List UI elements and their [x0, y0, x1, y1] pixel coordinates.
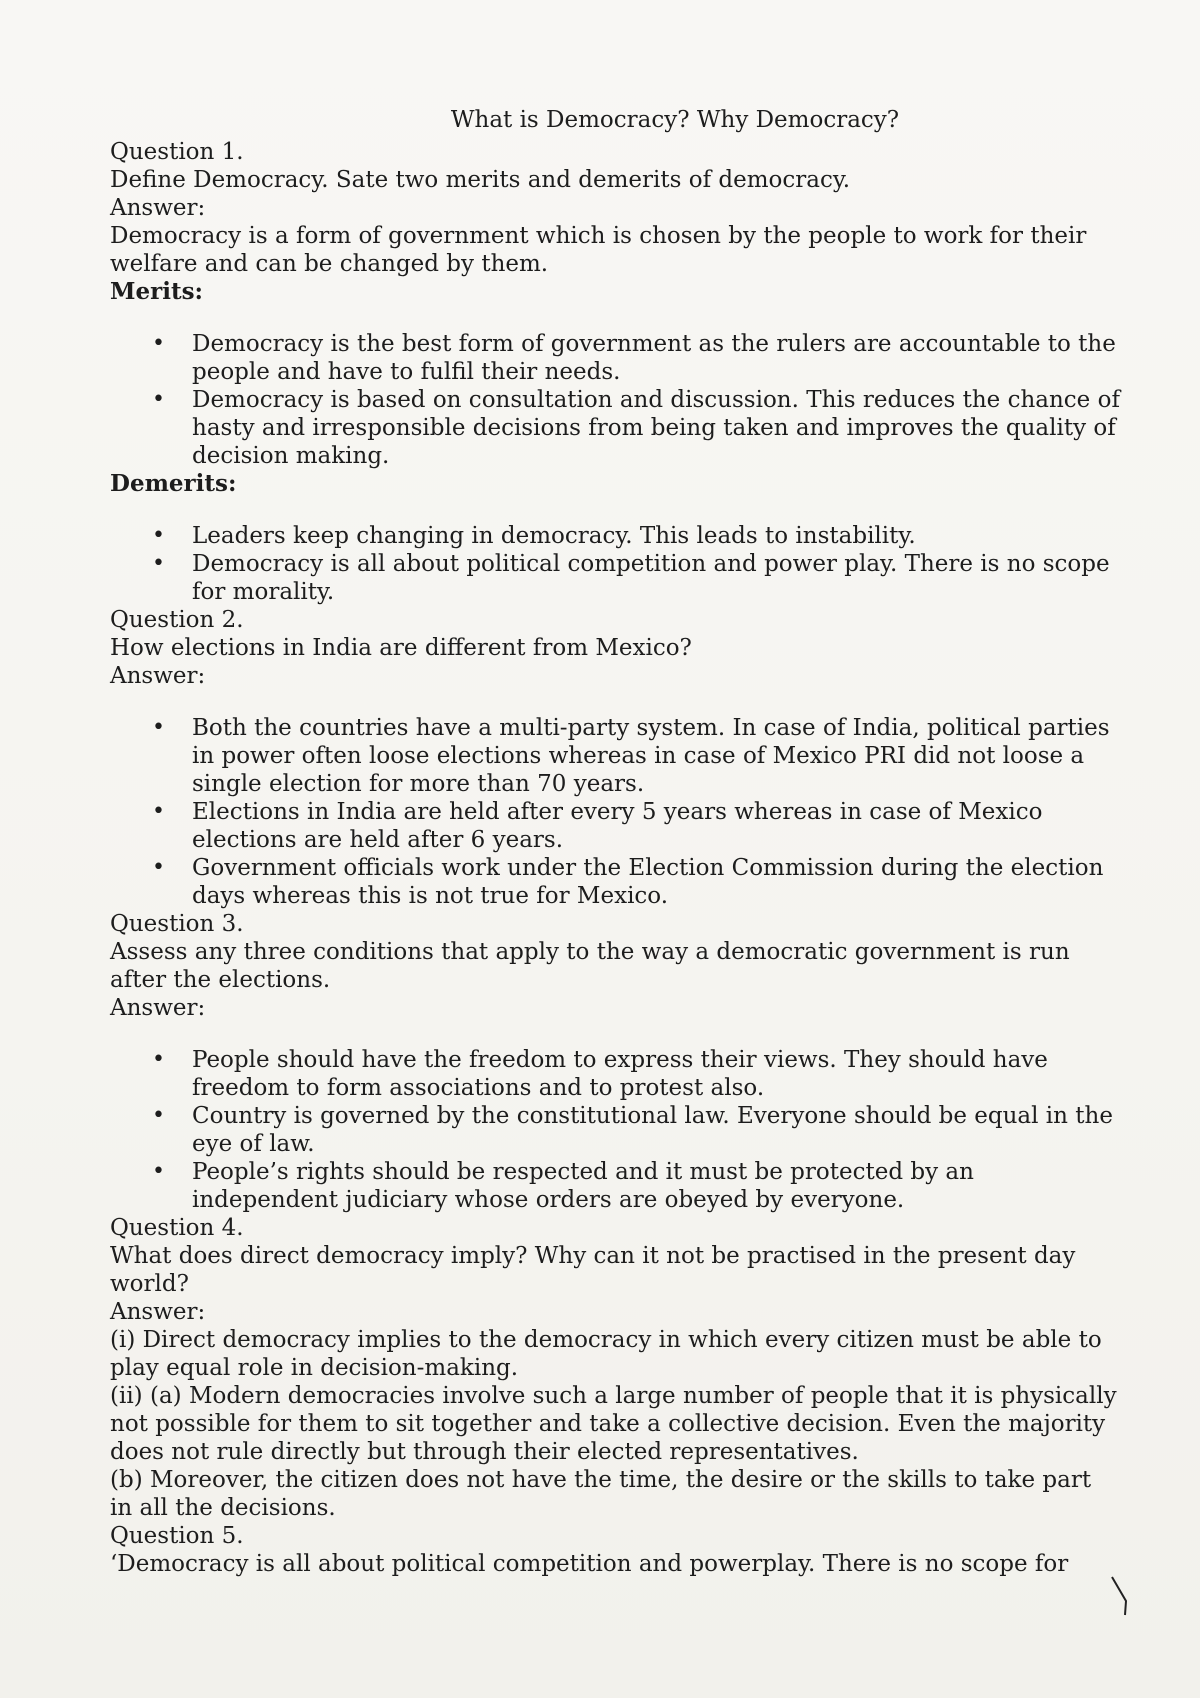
page-edge-mark [1110, 1575, 1132, 1617]
question-2-text: How elections in India are different from Mexico? [110, 635, 692, 661]
question-4-answer-part-1: (i) Direct democracy implies to the democracy in which every citizen must be able to play equal role in decision-making. [110, 1327, 1102, 1381]
question-2-answer-list [110, 714, 1120, 910]
question-2-label: Question 2. [110, 607, 244, 633]
question-5-label: Question 5. [110, 1523, 244, 1549]
question-3-label: Question 3. [110, 911, 244, 937]
merits-list [110, 330, 1120, 470]
question-4-label: Question 4. [110, 1215, 244, 1241]
question-3-answer-label: Answer: [110, 995, 206, 1021]
merits-heading: Merits: [110, 278, 204, 305]
page-title: What is Democracy? Why Democracy? [450, 107, 900, 133]
list-item: • Democracy is the best form of government as the rulers are accountable to the people and have to fulfil their needs. [192, 330, 1120, 386]
question-1-label: Question 1. [110, 139, 244, 165]
question-3-text: Assess any three conditions that apply to the way a democratic government is run after the elections. [110, 939, 1070, 993]
list-item: • Both the countries have a multi-party system. In case of India, political parties in power often loose elections whereas in case of Mexico PRI did not loose a single election for more than 70 years. [192, 714, 1120, 798]
question-1-text: Define Democracy. Sate two merits and demerits of democracy. [110, 167, 851, 193]
list-item: • Elections in India are held after every 5 years whereas in case of Mexico elections are held after 6 years. [192, 798, 1120, 854]
document-body [110, 106, 1120, 1578]
question-5-text: ‘Democracy is all about political competition and powerplay. There is no scope for [110, 1551, 1069, 1577]
list-item: • Country is governed by the constitutional law. Everyone should be equal in the eye of law. [192, 1102, 1120, 1158]
question-2-answer-label: Answer: [110, 663, 206, 689]
list-item: • Democracy is based on consultation and discussion. This reduces the chance of hasty and irresponsible decisions from being taken and improves the quality of decision making. [192, 386, 1120, 470]
list-item: • Leaders keep changing in democracy. This leads to instability. [192, 522, 1120, 550]
question-4-text: What does direct democracy imply? Why can it not be practised in the present day world? [110, 1243, 1076, 1297]
list-item: • People should have the freedom to express their views. They should have freedom to form associations and to protest also. [192, 1046, 1120, 1102]
question-1-answer-label: Answer: [110, 195, 206, 221]
list-item: • People’s rights should be respected and it must be protected by an independent judiciary whose orders are obeyed by everyone. [192, 1158, 1120, 1214]
list-item: • Government officials work under the Election Commission during the election days whereas this is not true for Mexico. [192, 854, 1120, 910]
list-item: • Democracy is all about political competition and power play. There is no scope for morality. [192, 550, 1120, 606]
question-4-answer-label: Answer: [110, 1299, 206, 1325]
question-3-answer-list [110, 1046, 1120, 1214]
demerits-heading: Demerits: [110, 470, 237, 497]
demerits-list [110, 522, 1120, 606]
question-4-answer-part-2: (ii) (a) Modern democracies involve such a large number of people that it is physically not possible for them to sit together and take a collective decision. Even the majority does not rule directly but through their elected representatives. [110, 1383, 1117, 1465]
question-1-answer: Democracy is a form of government which is chosen by the people to work for their welfare and can be changed by them. [110, 223, 1087, 277]
question-4-answer-part-3: (b) Moreover, the citizen does not have the time, the desire or the skills to take part in all the decisions. [110, 1467, 1092, 1521]
